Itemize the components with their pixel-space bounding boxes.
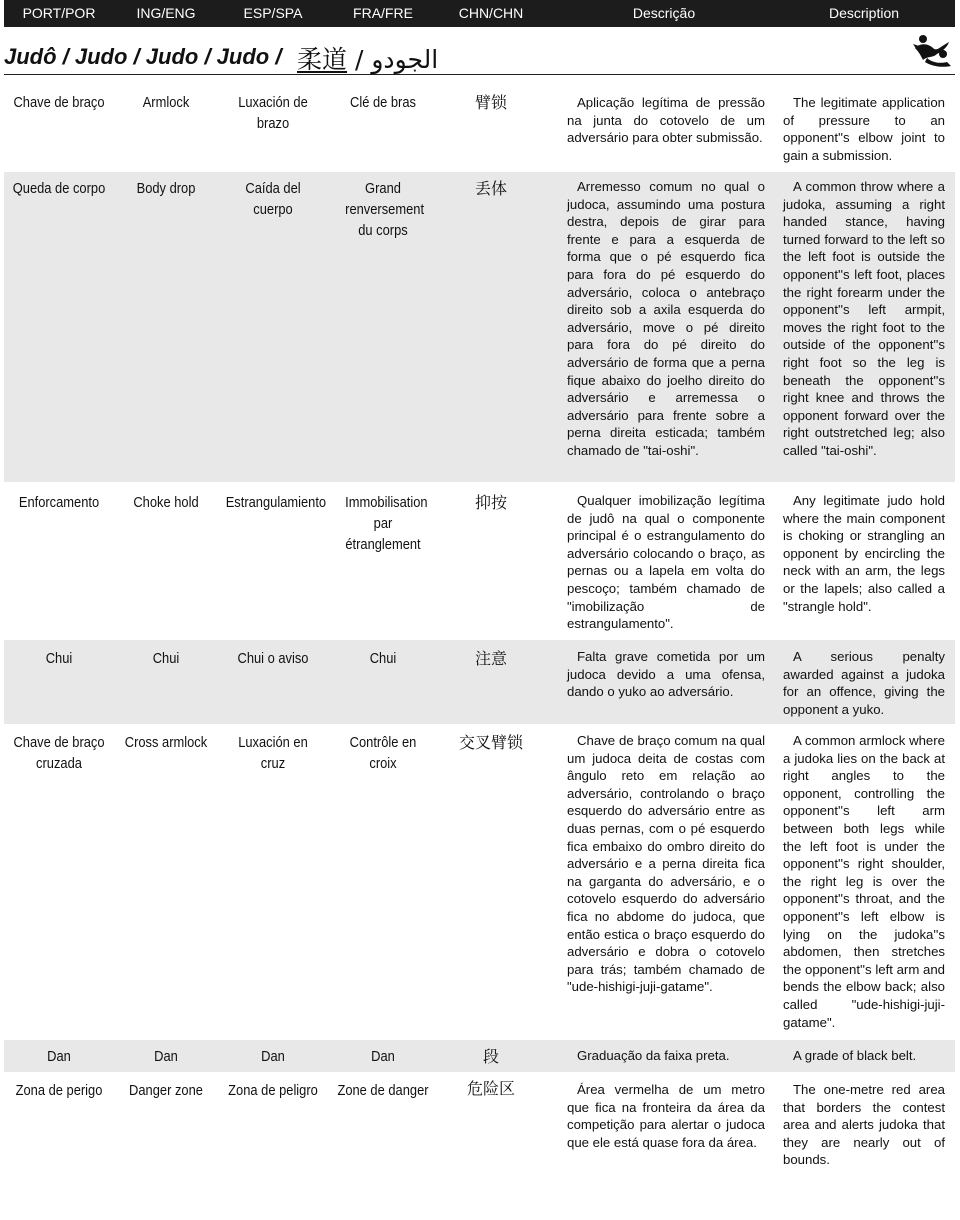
table-row: [4, 88, 955, 168]
term-fre: Grand renversement du corps: [345, 180, 425, 239]
term-chn: 危险区: [466, 1079, 515, 1098]
description-pt: Área vermelha de um metro que fica na fronteira da área da competição para alertar o judoca que ele está quase fora da área.: [567, 1082, 765, 1150]
term-eng: Danger zone: [129, 1082, 203, 1099]
term-fre: Chui: [369, 650, 397, 667]
term-fre: Zone de danger: [337, 1082, 429, 1099]
description-en: A serious penalty awarded against a judoka for an offence, giving the opponent a yuko.: [783, 649, 945, 717]
term-fre: Immobilisation par étranglement: [345, 494, 428, 553]
description-en: A common armlock where a judoka lies on the back at right angles to the opponent, controlling the opponent''s left arm between both legs while the left foot is under the opponent''s right shoulder, the right leg is over the opponent''s throat, and the opponent''s left elbow is lying on the judoka''s abdomen, then stretches the opponent''s left arm and bends the elbow back; also called "ude-hishigi-juji-gatame".: [783, 733, 945, 1030]
term-por: Dan: [47, 1048, 71, 1065]
table-row: [4, 1074, 955, 1174]
column-header-chn: CHN/CHN: [458, 5, 524, 21]
title-separator: /: [354, 45, 364, 74]
table-row: [4, 1040, 955, 1072]
judo-pictogram-icon: [911, 32, 955, 68]
term-chn: 注意: [474, 649, 507, 668]
column-header-descricao: Descrição: [632, 5, 696, 21]
term-spa: Estrangulamiento: [225, 494, 327, 511]
term-spa: Luxación en cruz: [238, 734, 308, 772]
column-header-fre: FRA/FRE: [353, 5, 413, 21]
term-fre: Contrôle en croix: [349, 734, 417, 772]
title-chinese: 柔道: [297, 45, 348, 74]
term-chn: 臂锁: [474, 93, 507, 112]
term-por: Zona de perigo: [15, 1082, 103, 1099]
term-eng: Dan: [154, 1048, 178, 1065]
column-header-spa: ESP/SPA: [243, 5, 303, 21]
description-pt: Graduação da faixa preta.: [577, 1048, 730, 1063]
description-pt: Aplicação legítima de pressão na junta do cotovelo de um adversário para obter submissão.: [567, 95, 765, 146]
term-spa: Dan: [261, 1048, 285, 1065]
term-spa: Luxación de brazo: [238, 94, 308, 132]
description-en: The legitimate application of pressure to an opponent''s elbow joint to gain a submission.: [783, 95, 945, 163]
term-eng: Cross armlock: [124, 734, 208, 751]
column-header-bar: [4, 0, 955, 27]
title-native: [297, 40, 438, 76]
term-spa: Chui o aviso: [237, 650, 309, 667]
term-chn: 丢体: [474, 179, 507, 198]
term-por: Queda de corpo: [12, 180, 106, 197]
term-eng: Armlock: [142, 94, 190, 111]
description-pt: Chave de braço comum na qual um judoca deita de costas com ângulo reto em relação ao adversário, controlando o braço esquerdo do adversário entre as duas pernas, com o pé esquerdo fica embaixo do ombro direito do adversário e a perna direita fica na garganta do adversário, e o cotovelo esquerdo do adversário fica no abdome do judoca, que então estica o braço esquerdo do adversário e dobra o cotovelo para trás; também chamado de "ude-hishigi-juji-gatame".: [567, 733, 765, 995]
term-eng: Body drop: [136, 180, 196, 197]
term-por: Enforcamento: [18, 494, 100, 511]
term-chn: 段: [482, 1047, 499, 1066]
term-por: Chave de braço cruzada: [13, 734, 105, 772]
description-pt: Arremesso comum no qual o judoca, assumindo uma postura destra, depois de girar para frente e para a esquerda de forma que o pé esquerdo fica para fora do pé esquerdo do adversário, coloca o antebraço direito sob a axila esquerda do adversário, move o pé direito para fora do pé direito do adversário de forma que a perna fique abaixo do joelho direito do adversário e arremessa o adversário para frente sobre a perna direita esticada; também chamado de "tai-oshi".: [567, 179, 765, 458]
description-pt: Falta grave cometida por um judoca devido a uma ofensa, dando o yuko ao adversário.: [567, 649, 765, 700]
description-en: Any legitimate judo hold where the main component is choking or strangling an opponent by encircling the neck with an arm, the legs or the lapels; also called a "strangle hold".: [783, 493, 945, 614]
term-eng: Chui: [152, 650, 180, 667]
table-row: [4, 726, 955, 1036]
term-chn: 抑按: [474, 493, 507, 512]
description-en: The one-metre red area that borders the contest area and alerts judoka that they are nearly out of bounds.: [783, 1082, 945, 1168]
column-header-por: PORT/POR: [22, 5, 96, 21]
page-title: [4, 36, 955, 75]
term-por: Chui: [45, 650, 73, 667]
column-header-description: Description: [828, 5, 900, 21]
term-por: Chave de braço: [13, 94, 105, 111]
term-fre: Clé de bras: [350, 94, 416, 111]
term-spa: Zona de peligro: [228, 1082, 318, 1099]
table-row: [4, 486, 955, 636]
table-row: [4, 172, 955, 482]
description-pt: Qualquer imobilização legítima de judô na qual o componente principal é o estrangulamento do adversário colocando o braço, as pernas ou a lapela em volta do pescoço; também chamado de "imobilização de estrangulamento".: [567, 493, 765, 632]
term-chn: 交叉臂锁: [458, 733, 523, 752]
description-en: A common throw where a judoka, assuming a right handed stance, having turned forward to the left so the left foot is outside the opponent''s left foot, places the right forearm under the opponent''s left armpit, moves the right foot to the outside of the opponent''s right foot so the leg is beneath the opponent''s right knee and throws the opponent forward over the right outstretched leg; also called "tai-oshi".: [783, 179, 945, 458]
column-header-eng: ING/ENG: [136, 5, 196, 21]
description-en: A grade of black belt.: [793, 1048, 917, 1063]
title-arabic: الجودو: [371, 45, 439, 74]
table-row: [4, 640, 955, 724]
term-eng: Choke hold: [133, 494, 199, 511]
term-spa: Caída del cuerpo: [245, 180, 301, 218]
title-latin: Judô / Judo / Judo / Judo /: [4, 44, 282, 69]
term-fre: Dan: [371, 1048, 395, 1065]
